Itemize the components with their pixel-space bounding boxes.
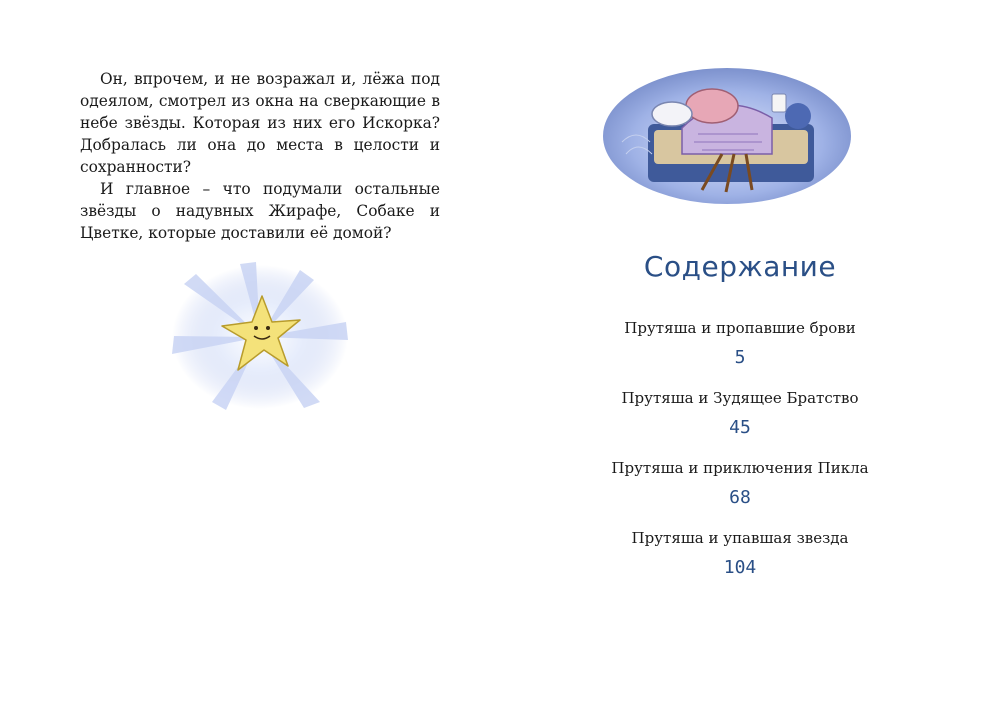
paragraph: И главное – что подумали остальные звёзды о надувных Жирафе, Собаке и Цветке, которые доставили её домой? <box>80 180 440 242</box>
toc-item[interactable] <box>500 458 980 528</box>
toc-title: Содержание <box>643 250 837 283</box>
toc-item-page-number: 68 <box>729 487 751 508</box>
toc-item-title: Прутяша и Зудящее Братство <box>621 389 859 407</box>
toc-item-title: Прутяша и пропавшие брови <box>624 319 856 337</box>
toc-item-page-number: 45 <box>729 417 751 438</box>
toc-item[interactable] <box>500 388 980 458</box>
table-of-contents <box>500 318 980 598</box>
right-page <box>500 0 1000 712</box>
bed-illustration <box>602 58 852 208</box>
story-text <box>80 68 440 244</box>
star-illustration <box>170 262 350 412</box>
toc-item[interactable] <box>500 318 980 388</box>
paragraph: Он, впрочем, и не возражал и, лёжа под одеялом, смотрел из окна на сверкающие в небе звёзды. Которая из них его Искорка? Добралась ли она до места в целости и сохранности? <box>80 70 440 176</box>
toc-item-page-number: 104 <box>723 557 757 578</box>
toc-item-page-number: 5 <box>734 347 746 368</box>
toc-item-title: Прутяша и упавшая звезда <box>631 529 849 547</box>
toc-item-title: Прутяша и приключения Пикла <box>611 459 869 477</box>
toc-item[interactable] <box>500 528 980 598</box>
